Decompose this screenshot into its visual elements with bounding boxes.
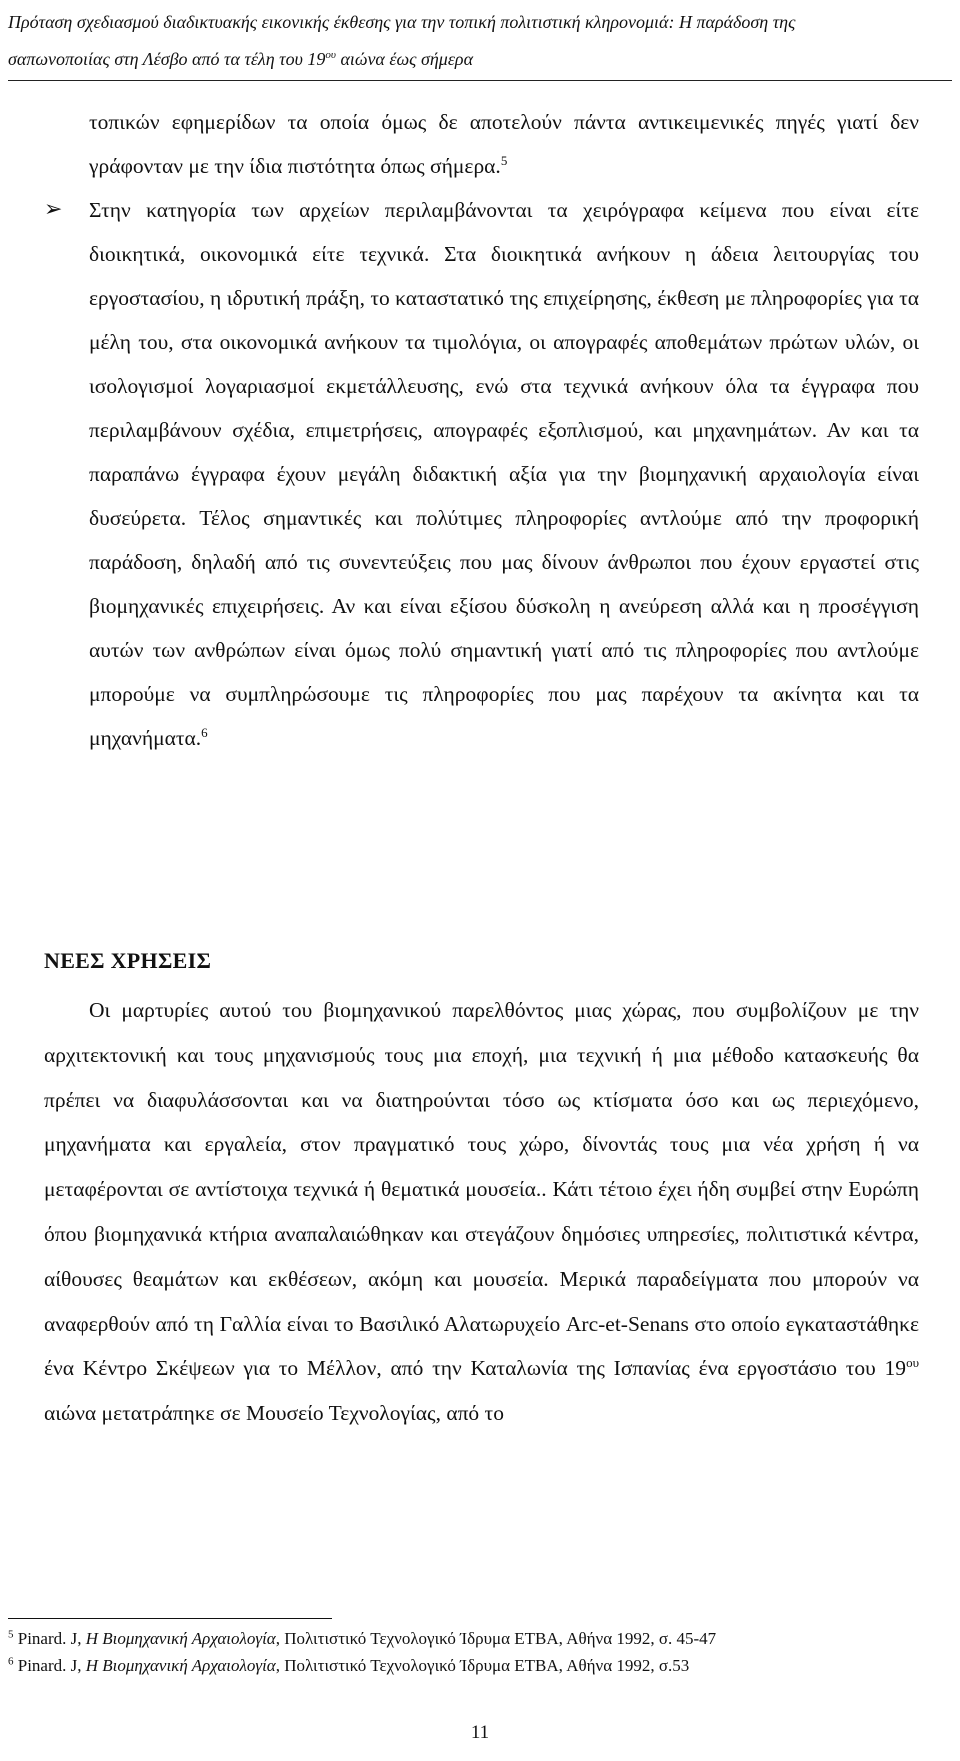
- footnote-author: Pinard. J,: [13, 1629, 86, 1648]
- running-header-line-1: Πρόταση σχεδιασμού διαδικτυακής εικονικής έκθεσης για την τοπική πολιτιστική κληρονομιά: Η παράδοση της: [8, 12, 796, 32]
- section-heading: ΝΕΕΣ ΧΡΗΣΕΙΣ: [44, 948, 212, 973]
- footnote-author: Pinard. J,: [13, 1656, 86, 1675]
- footnotes: [8, 1628, 952, 1682]
- arrow-bullet-icon: ➢: [44, 197, 63, 222]
- running-header-line-2: [8, 39, 952, 76]
- footnote-publisher: , Πολιτιστικό Τεχνολογικό Ίδρυμα ΕΤΒΑ, Αθήνα 1992, σ.53: [275, 1656, 690, 1675]
- footnote-title: Η Βιομηχανική Αρχαιολογία: [85, 1629, 276, 1648]
- footnote-ref-5[interactable]: 5: [500, 152, 508, 168]
- footnote-6: [8, 1655, 952, 1676]
- footnote-separator: [8, 1618, 332, 1619]
- footnote-number: 6: [8, 1655, 14, 1668]
- continued-paragraph-text: τοπικών εφημερίδων τα οποία όμως δε αποτελούν πάντα αντικειμενικές πηγές γιατί δεν γράφονταν με την ίδια πιστότητα όπως σήμερα.: [89, 110, 919, 178]
- running-header-text-end: αιώνα έως σήμερα: [335, 49, 474, 69]
- bullet-paragraph: [89, 188, 919, 760]
- ordinal-superscript: ου: [325, 49, 336, 61]
- running-header: [8, 6, 952, 81]
- bullet-item-archives: [44, 188, 919, 760]
- section-paragraph-text-end: αιώνα μετατράπηκε σε Μουσείο Τεχνολογίας, από το: [44, 1401, 504, 1426]
- footnote-publisher: , Πολιτιστικό Τεχνολογικό Ίδρυμα ΕΤΒΑ, Αθήνα 1992, σ. 45-47: [275, 1629, 717, 1648]
- footnote-number: 5: [8, 1628, 14, 1641]
- footnote-title: Η Βιομηχανική Αρχαιολογία: [85, 1656, 276, 1675]
- continued-paragraph: [89, 100, 919, 188]
- running-header-text: σαπωνοποιίας στη Λέσβο από τα τέλη του 19: [8, 49, 326, 69]
- section-paragraph: [44, 988, 919, 1436]
- footnote-5: [8, 1628, 952, 1649]
- footnote-ref-6[interactable]: 6: [201, 724, 208, 740]
- page-number: 11: [470, 1722, 490, 1743]
- section-paragraph-text: Οι μαρτυρίες αυτού του βιομηχανικού παρελθόντος μιας χώρας, που συμβολίζουν με την αρχιτεκτονική και τους μηχανισμούς τους μια εποχή, μια τεχνική ή μια μέθοδο κατασκευής θα πρέπει να διαφυλάσσονται και να διατηρούνται τόσο ως κτίσματα όσο και ως περιεχόμενο, μηχανήματα και εργαλεία, στον πραγματικό τους χώρο, δίνοντάς τους μια νέα χρήση ή να μεταφέρονται σε αντίστοιχα τεχνικά ή θεματικά μουσεία.. Κάτι τέτοιο έχει ήδη συμβεί στην Ευρώπη όπου βιομηχανικά κτήρια αναπαλαιώθηκαν και στεγάζουν δημόσιες υπηρεσίες, πολιτιστικά κέντρα, αίθουσες θεαμάτων και εκθέσεων, ακόμη και μουσεία. Μερικά παραδείγματα που μπορούν να αναφερθούν από τη Γαλλία είναι το Βασιλικό Αλατωρυχείο Arc-et-Senans στο οποίο εγκαταστάθηκε ένα Κέντρο Σκέψεων για το Μέλλον, από την Καταλωνία της Ισπανίας ένα εργοστάσιο του 19: [44, 998, 919, 1381]
- bullet-paragraph-text: Στην κατηγορία των αρχείων περιλαμβάνονται τα χειρόγραφα κείμενα που είναι είτε διοικητικά, οικονομικά είτε τεχνικά. Στα διοικητικά ανήκουν η άδεια λειτουργίας του εργοστασίου, η ιδρυτική πράξη, το καταστατικό της επιχείρησης, έκθεση με πληροφορίες για τα μέλη του, στα οικονομικά ανήκουν τα τιμολόγια, οι απογραφές αποθεμάτων πρώτων υλών, οι ισολογισμοί λογαριασμοί εκμετάλλευσης, ενώ στα τεχνικά ανήκουν όλα τα έγγραφα που περιλαμβάνουν σχέδια, επιμετρήσεις, απογραφές εξοπλισμού, και μηχανημάτων. Αν και τα παραπάνω έγγραφα έχουν μεγάλη διδακτική αξία για την βιομηχανική αρχαιολογία είναι δυσεύρετα. Τέλος σημαντικές και πολύτιμες πληροφορίες αντλούμε από την προφορική παράδοση, δηλαδή από τις συνεντεύξεις που μας δίνουν άνθρωποι που έχουν εργαστεί στις βιομηχανικές επιχειρήσεις. Αν και είναι εξίσου δύσκολη η ανεύρεση αλλά και η προσέγγιση αυτών των ανθρώπων είναι όμως πολύ σημαντική γιατί από τις πληροφορίες που αντλούμε μπορούμε να συμπληρώσουμε τις πληροφορίες που μας παρέχουν τα ακίνητα και τα μηχανήματα.: [89, 198, 919, 750]
- ordinal-superscript: ου: [906, 1355, 919, 1371]
